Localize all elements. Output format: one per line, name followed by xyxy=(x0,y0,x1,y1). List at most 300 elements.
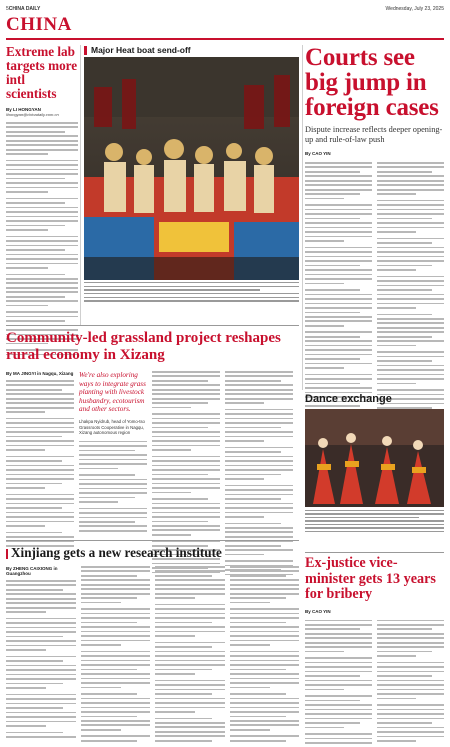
text-line xyxy=(152,393,220,395)
text-line xyxy=(305,666,372,668)
text-line xyxy=(377,242,432,244)
text-line xyxy=(225,507,293,509)
xinjiang-story xyxy=(6,545,299,744)
text-line xyxy=(152,413,220,415)
text-line xyxy=(230,631,300,633)
text-line xyxy=(155,593,225,595)
text-line xyxy=(305,349,372,351)
text-line xyxy=(6,721,76,723)
text-line xyxy=(230,716,287,718)
text-line xyxy=(305,367,344,369)
text-line xyxy=(155,660,225,662)
text-line xyxy=(81,640,151,642)
text-line xyxy=(377,628,432,630)
text-line xyxy=(6,440,74,442)
text-line xyxy=(152,436,220,438)
text-line xyxy=(81,711,151,713)
text-line xyxy=(305,340,372,342)
text-line xyxy=(6,427,74,429)
text-line xyxy=(305,307,372,309)
text-line xyxy=(81,716,138,718)
text-line xyxy=(377,189,444,191)
xinjiang-headline: Xinjiang gets a new research institute xyxy=(11,545,222,560)
text-line xyxy=(305,517,419,518)
text-line xyxy=(79,479,147,481)
text-line xyxy=(81,622,138,624)
text-line xyxy=(152,507,220,509)
left-story-body xyxy=(6,122,78,355)
text-line xyxy=(81,729,121,731)
text-line xyxy=(225,422,293,424)
text-line xyxy=(6,436,62,438)
text-line xyxy=(305,320,372,322)
text-line xyxy=(377,662,444,664)
section-rule xyxy=(6,38,444,40)
text-line xyxy=(6,483,62,485)
text-line xyxy=(6,498,74,500)
text-line xyxy=(305,256,372,258)
text-line xyxy=(377,175,444,177)
text-line xyxy=(152,431,220,433)
xinjiang-headline-row xyxy=(6,545,299,560)
text-line xyxy=(81,740,138,742)
text-line xyxy=(377,166,444,168)
text-line xyxy=(79,445,147,447)
text-line xyxy=(305,204,372,206)
text-line xyxy=(305,260,372,262)
text-line xyxy=(230,617,300,619)
text-line xyxy=(225,451,281,453)
text-line xyxy=(305,671,372,673)
text-line xyxy=(155,584,225,586)
text-line xyxy=(6,512,74,514)
text-line xyxy=(152,478,220,480)
text-line xyxy=(6,449,45,451)
text-line xyxy=(377,307,416,309)
text-line xyxy=(81,724,151,726)
vice-byline: By CAO YIN xyxy=(305,608,331,614)
text-line xyxy=(377,365,444,367)
text-line xyxy=(81,655,151,657)
text-line xyxy=(305,184,372,186)
text-line xyxy=(305,283,344,285)
text-line xyxy=(305,387,372,389)
text-line xyxy=(305,689,344,691)
text-line xyxy=(84,300,299,301)
text-line xyxy=(377,718,444,720)
text-line xyxy=(79,450,135,452)
text-line xyxy=(377,633,444,635)
text-line xyxy=(84,282,299,283)
text-line xyxy=(377,740,416,742)
text-line xyxy=(6,694,76,696)
text-line xyxy=(155,669,212,671)
text-line xyxy=(6,263,78,265)
text-line xyxy=(152,512,220,514)
text-line xyxy=(305,510,444,511)
text-line xyxy=(225,523,281,525)
text-line xyxy=(230,597,287,599)
text-line xyxy=(152,498,208,500)
text-line xyxy=(377,646,444,648)
dance-label: Dance exchange xyxy=(305,393,392,405)
text-line xyxy=(305,646,372,648)
text-line xyxy=(225,460,293,462)
text-line xyxy=(305,303,372,305)
text-line xyxy=(377,709,444,711)
text-line xyxy=(81,631,151,633)
text-line xyxy=(84,286,299,287)
text-line xyxy=(6,707,63,709)
text-line xyxy=(377,389,444,391)
text-line xyxy=(6,516,74,518)
dance-caption xyxy=(305,510,444,532)
text-line xyxy=(152,483,220,485)
text-line xyxy=(84,293,299,294)
text-line xyxy=(155,693,212,695)
vice-minister-story xyxy=(305,556,444,747)
text-line xyxy=(79,483,147,485)
text-line xyxy=(305,312,360,314)
text-line xyxy=(305,704,372,706)
text-line xyxy=(377,620,444,622)
text-line xyxy=(225,447,293,449)
feature-photo xyxy=(84,57,299,280)
text-line xyxy=(6,305,48,307)
text-line xyxy=(230,655,300,657)
text-line xyxy=(225,418,293,420)
text-line xyxy=(6,380,74,382)
text-line xyxy=(6,622,76,624)
text-line xyxy=(6,611,46,613)
text-line xyxy=(6,618,76,620)
text-line xyxy=(377,345,416,347)
text-line xyxy=(152,384,220,386)
text-line xyxy=(155,635,195,637)
text-line xyxy=(377,351,444,353)
text-line xyxy=(152,503,220,505)
text-line xyxy=(79,488,147,490)
text-line xyxy=(305,527,444,528)
text-line xyxy=(6,431,74,433)
section-divider xyxy=(305,552,444,553)
text-line xyxy=(81,575,138,577)
text-line xyxy=(377,731,444,733)
text-line xyxy=(155,651,225,653)
text-line xyxy=(305,624,372,626)
text-line xyxy=(6,140,78,142)
text-line xyxy=(81,673,151,675)
text-line xyxy=(6,144,78,146)
text-line xyxy=(155,718,212,720)
text-line xyxy=(377,336,432,338)
text-line xyxy=(230,729,270,731)
text-line xyxy=(152,469,220,471)
text-line xyxy=(230,635,300,637)
text-line xyxy=(81,664,151,666)
text-line xyxy=(305,709,372,711)
text-line xyxy=(377,713,444,715)
text-line xyxy=(6,135,78,137)
text-line xyxy=(6,469,74,471)
courts-byline: By CAO YIN xyxy=(305,151,331,156)
text-line xyxy=(6,220,78,222)
text-line xyxy=(155,588,225,590)
text-line xyxy=(230,660,300,662)
text-line xyxy=(155,731,225,733)
text-line xyxy=(6,716,76,718)
text-line xyxy=(6,525,45,527)
text-line xyxy=(155,642,225,644)
text-line xyxy=(6,160,78,162)
text-line xyxy=(225,503,293,505)
text-line xyxy=(305,662,372,664)
text-line xyxy=(305,363,372,365)
text-line xyxy=(6,278,78,280)
text-line xyxy=(155,711,195,713)
column-divider xyxy=(80,45,81,325)
text-line xyxy=(6,422,74,424)
text-line xyxy=(230,682,300,684)
text-line xyxy=(225,512,293,514)
text-line xyxy=(377,227,444,229)
text-line xyxy=(6,507,62,509)
text-line xyxy=(230,622,287,624)
text-line xyxy=(155,726,225,728)
text-line xyxy=(155,664,225,666)
text-line xyxy=(225,371,293,373)
text-line xyxy=(81,579,151,581)
text-line xyxy=(6,402,74,404)
text-line xyxy=(6,207,78,209)
text-line xyxy=(377,693,444,695)
text-line xyxy=(305,331,372,333)
text-line xyxy=(377,218,432,220)
text-line xyxy=(79,530,147,532)
text-line xyxy=(377,238,444,240)
text-line xyxy=(6,678,76,680)
text-line xyxy=(79,521,135,523)
text-line xyxy=(377,213,444,215)
text-line xyxy=(152,418,220,420)
text-line xyxy=(6,607,76,609)
text-line xyxy=(305,722,360,724)
text-line xyxy=(305,180,372,182)
text-line xyxy=(305,383,360,385)
text-line xyxy=(230,687,270,689)
text-line xyxy=(6,665,76,667)
text-line xyxy=(225,409,293,411)
text-line xyxy=(6,187,78,189)
text-line xyxy=(377,260,444,262)
text-line xyxy=(230,588,300,590)
text-line xyxy=(6,225,65,227)
text-line xyxy=(230,644,270,646)
text-line xyxy=(152,371,220,373)
text-line xyxy=(230,602,270,604)
text-line xyxy=(6,645,76,647)
text-line xyxy=(305,727,344,729)
text-line xyxy=(79,468,118,470)
text-line xyxy=(305,633,372,635)
text-line xyxy=(377,704,444,706)
text-line xyxy=(6,229,48,231)
text-line xyxy=(155,566,225,568)
text-line xyxy=(225,393,293,395)
text-line xyxy=(377,689,444,691)
text-line xyxy=(230,707,300,709)
text-line xyxy=(152,521,208,523)
text-line xyxy=(155,707,225,709)
text-line xyxy=(155,570,225,572)
vice-body xyxy=(305,620,444,747)
dance-photo xyxy=(305,409,444,507)
text-line xyxy=(305,700,360,702)
text-line xyxy=(377,269,416,271)
text-line xyxy=(6,296,65,298)
text-line xyxy=(305,213,372,215)
text-line xyxy=(225,380,281,382)
text-line xyxy=(6,249,65,251)
xinjiang-marker xyxy=(6,549,8,559)
text-line xyxy=(6,216,78,218)
column-divider xyxy=(302,45,303,390)
text-line xyxy=(6,465,74,467)
text-line xyxy=(305,166,372,168)
text-line xyxy=(230,575,287,577)
text-line xyxy=(6,649,46,651)
text-line xyxy=(225,485,293,487)
left-story-byline: By LI HONGYAN xyxy=(6,107,41,112)
text-line xyxy=(305,336,360,338)
text-line xyxy=(155,579,225,581)
text-line xyxy=(152,529,220,531)
text-line xyxy=(6,636,63,638)
text-line xyxy=(225,389,293,391)
text-line xyxy=(152,389,220,391)
text-line xyxy=(230,711,300,713)
text-line xyxy=(377,666,444,668)
text-line xyxy=(305,325,344,327)
text-line xyxy=(225,527,293,529)
dance-exchange xyxy=(305,393,444,534)
text-line xyxy=(225,436,293,438)
text-line xyxy=(79,474,135,476)
text-line xyxy=(155,722,225,724)
text-line xyxy=(230,673,300,675)
text-line xyxy=(6,300,78,302)
text-line xyxy=(305,657,372,659)
text-line xyxy=(377,204,444,206)
text-line xyxy=(377,698,416,700)
text-line xyxy=(152,525,220,527)
text-line xyxy=(6,149,78,151)
text-line xyxy=(377,256,444,258)
text-line xyxy=(225,469,293,471)
text-line xyxy=(377,318,444,320)
text-line xyxy=(305,218,360,220)
text-line xyxy=(152,492,191,494)
text-line xyxy=(6,656,76,658)
text-line xyxy=(305,265,360,267)
text-line xyxy=(225,536,293,538)
text-line xyxy=(305,628,360,630)
text-line xyxy=(155,698,225,700)
text-line xyxy=(305,637,372,639)
text-line xyxy=(6,580,76,582)
text-line xyxy=(6,389,62,391)
text-line xyxy=(79,512,147,514)
text-line xyxy=(79,497,135,499)
text-line xyxy=(305,274,372,276)
text-line xyxy=(377,251,444,253)
text-line xyxy=(305,193,360,195)
text-line xyxy=(305,675,360,677)
text-line xyxy=(305,531,444,532)
text-line xyxy=(305,345,372,347)
section-divider xyxy=(6,325,299,326)
text-line xyxy=(6,169,78,171)
text-line xyxy=(6,153,48,155)
text-line xyxy=(152,422,220,424)
text-line xyxy=(6,131,65,133)
text-line xyxy=(6,474,74,476)
text-line xyxy=(6,122,78,124)
section-divider xyxy=(6,540,299,541)
text-line xyxy=(6,393,74,395)
text-line xyxy=(6,478,74,480)
text-line xyxy=(6,494,74,496)
text-line xyxy=(305,620,372,622)
text-line xyxy=(6,178,65,180)
text-line xyxy=(152,375,220,377)
text-line xyxy=(230,640,300,642)
text-line xyxy=(6,384,74,386)
text-line xyxy=(230,724,300,726)
text-line xyxy=(6,398,74,400)
text-line xyxy=(84,289,260,290)
text-line xyxy=(152,380,208,382)
text-line xyxy=(230,593,300,595)
text-line xyxy=(305,354,372,356)
text-line xyxy=(155,626,225,628)
text-line xyxy=(305,642,372,644)
grassland-byline: By MA JINGYI in Nagqu, Xizang xyxy=(6,371,74,376)
text-line xyxy=(305,358,360,360)
text-line xyxy=(305,175,372,177)
text-line xyxy=(155,655,225,657)
text-line xyxy=(377,289,432,291)
text-line xyxy=(377,303,444,305)
text-line xyxy=(152,487,220,489)
text-line xyxy=(79,459,147,461)
text-line xyxy=(81,644,121,646)
grassland-story xyxy=(6,330,299,578)
text-line xyxy=(6,627,76,629)
text-line xyxy=(225,440,264,442)
text-line xyxy=(6,460,62,462)
text-line xyxy=(6,687,46,689)
xinjiang-byline: By ZHENG CAIXIONG in Guangzhou xyxy=(6,566,58,576)
text-line xyxy=(6,487,45,489)
text-line xyxy=(81,597,138,599)
text-line xyxy=(230,693,287,695)
text-line xyxy=(225,375,293,377)
text-line xyxy=(6,602,76,604)
text-line xyxy=(305,695,372,697)
text-line xyxy=(225,427,281,429)
text-line xyxy=(6,316,78,318)
